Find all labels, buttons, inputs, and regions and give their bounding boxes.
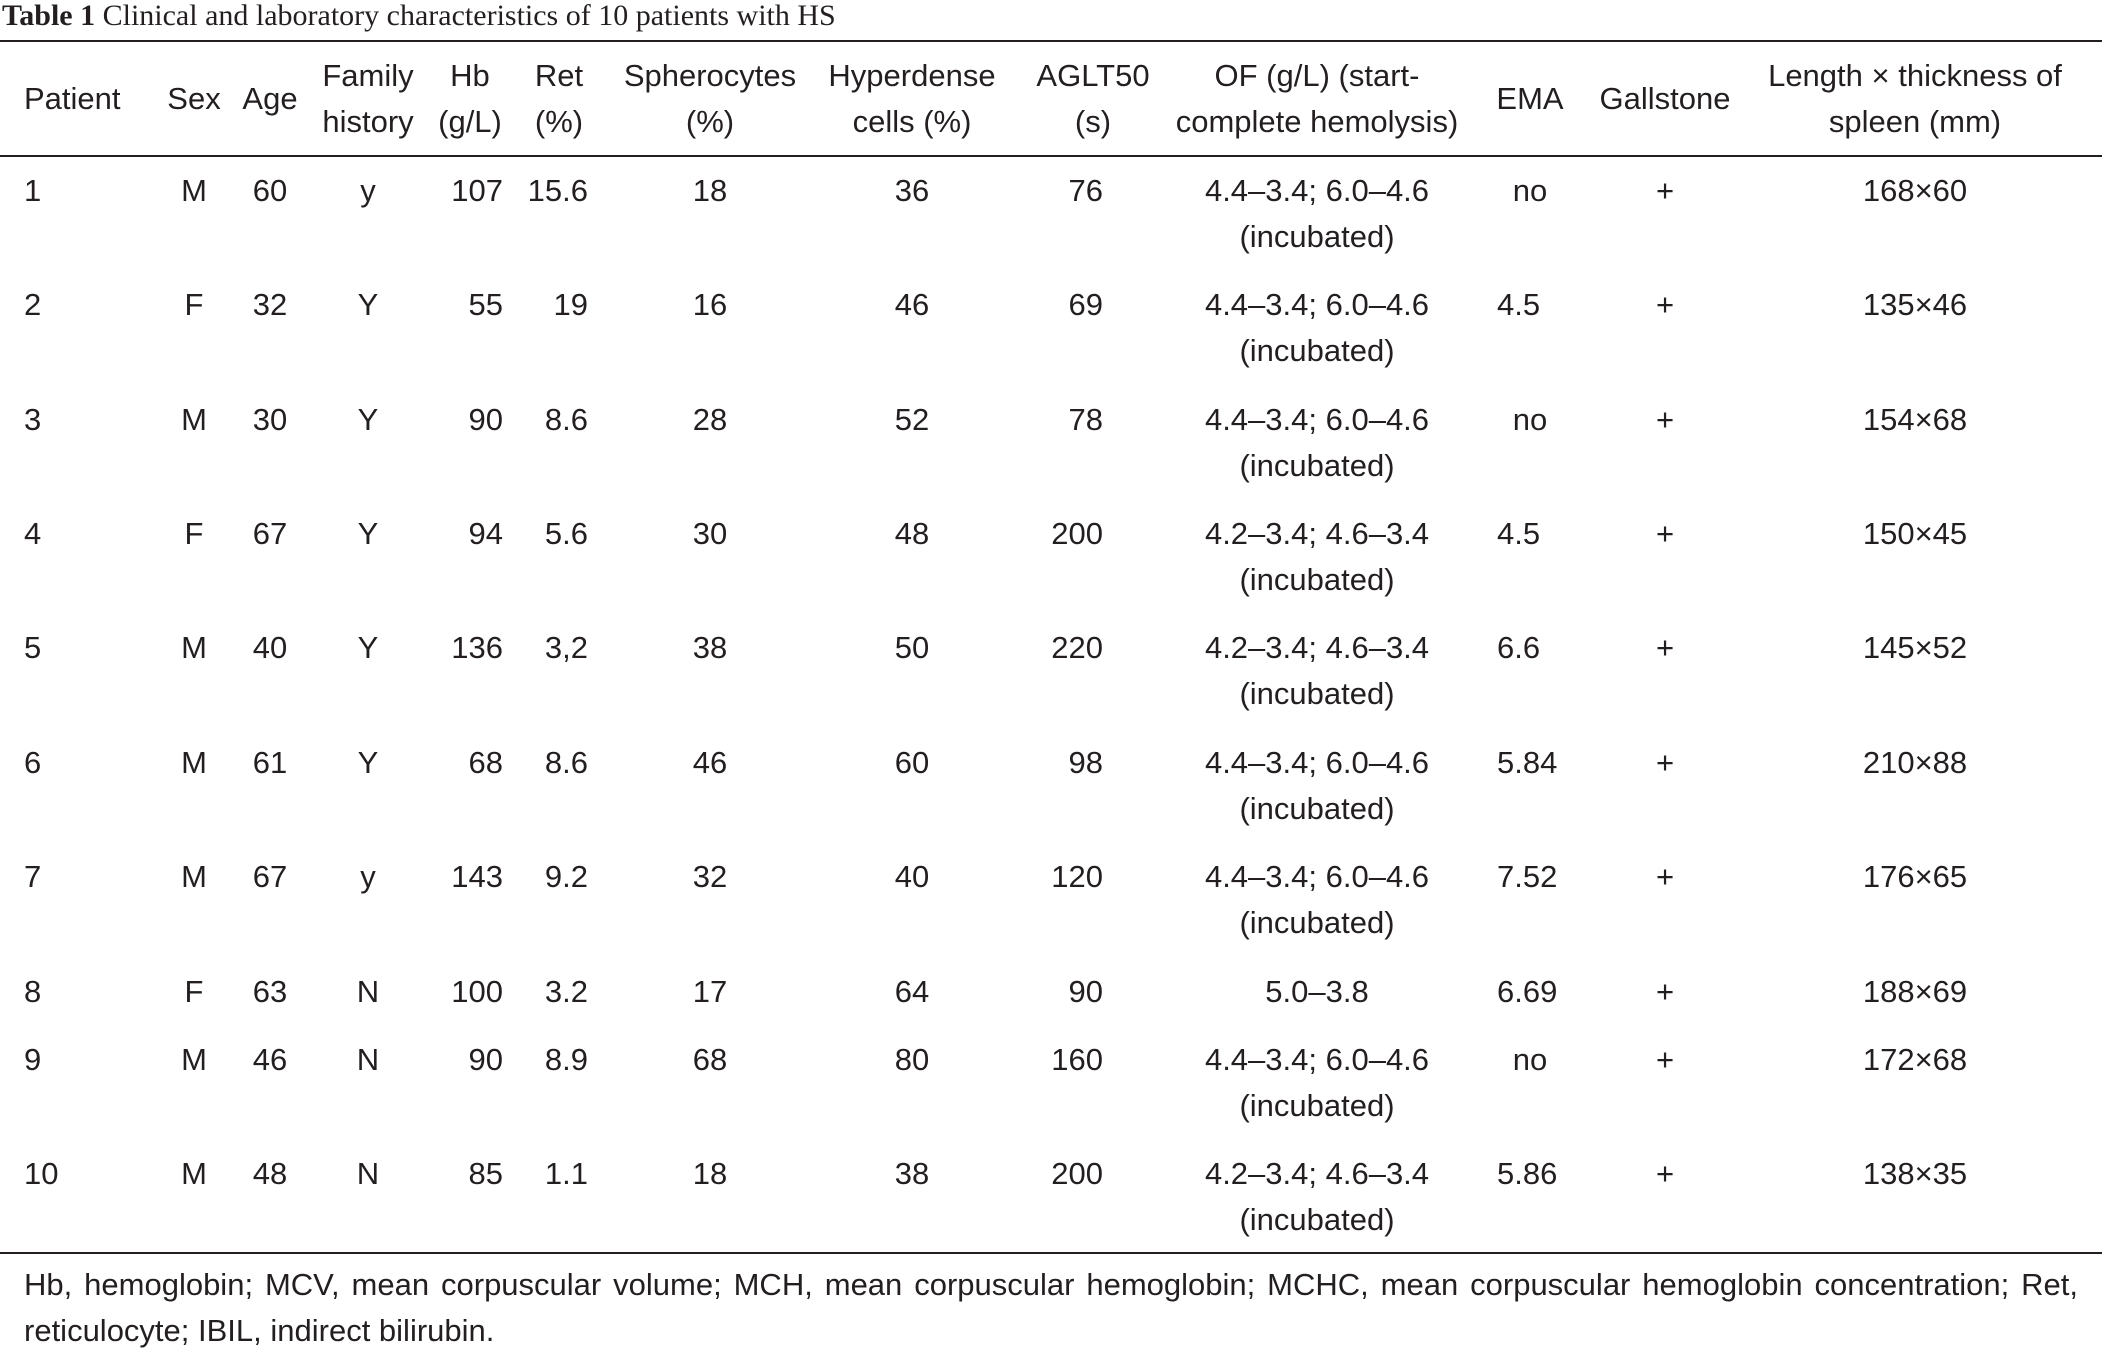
cell-aglt: 120 — [1051, 859, 1103, 894]
cell-age: 61 — [252, 745, 288, 780]
cell-hyp: 60 — [894, 745, 930, 780]
cell-ema: no — [1512, 402, 1548, 437]
cell-sex: F — [184, 287, 204, 322]
cell-hyp: 50 — [894, 630, 930, 665]
cell-of: 4.4–3.4; 6.0–4.6 — [1204, 402, 1430, 437]
cell-age: 48 — [252, 1156, 288, 1191]
cell-sex: M — [181, 1156, 207, 1191]
cell-hb: 100 — [451, 974, 503, 1009]
cell-patient: 6 — [24, 745, 42, 780]
header-of: OF (g/L) (start- — [1214, 58, 1420, 93]
cell-hyp: 46 — [894, 287, 930, 322]
cell-patient: 4 — [24, 516, 42, 551]
cell-gall: + — [1655, 630, 1675, 665]
cell-family: N — [356, 974, 380, 1009]
table-footnote: Hb, hemoglobin; MCV, mean corpuscular volume; MCH, mean corpuscular hemoglobin; MCHC, mean corpuscular hemoglobin concentration; Ret, reticulocyte; IBIL, indirect bilirubin. — [24, 1267, 2078, 1348]
cell-hyp: 48 — [894, 516, 930, 551]
header-sph: (%) — [685, 104, 735, 139]
cell-hb: 90 — [468, 402, 503, 437]
header-hb: Hb — [450, 58, 490, 93]
cell-hyp: 40 — [894, 859, 930, 894]
cell-aglt: 69 — [1068, 287, 1103, 322]
cell-sph: 46 — [692, 745, 728, 780]
cell-of: 4.2–3.4; 4.6–3.4 — [1204, 630, 1430, 665]
header-family: history — [322, 104, 414, 139]
cell-of: 4.4–3.4; 6.0–4.6 — [1204, 745, 1430, 780]
header-spleen: spleen (mm) — [1828, 104, 2002, 139]
cell-sph: 68 — [692, 1042, 728, 1077]
cell-ema: 5.86 — [1497, 1156, 1558, 1191]
cell-hb: 85 — [468, 1156, 503, 1191]
cell-sex: F — [184, 516, 204, 551]
cell-age: 63 — [252, 974, 288, 1009]
header-hyp: cells (%) — [852, 104, 972, 139]
cell-hb: 55 — [468, 287, 503, 322]
cell-aglt: 78 — [1068, 402, 1103, 437]
cell-age: 60 — [252, 173, 288, 208]
cell-patient: 1 — [24, 173, 42, 208]
cell-gall: + — [1655, 402, 1675, 437]
cell-of: (incubated) — [1239, 905, 1395, 940]
cell-aglt: 98 — [1068, 745, 1103, 780]
cell-family: N — [356, 1042, 380, 1077]
cell-ret: 8.9 — [544, 1042, 588, 1077]
header-of: complete hemolysis) — [1175, 104, 1459, 139]
cell-ret: 1.1 — [544, 1156, 588, 1191]
table-top-rule — [0, 40, 2102, 42]
cell-of: 4.2–3.4; 4.6–3.4 — [1204, 1156, 1430, 1191]
cell-patient: 3 — [24, 402, 42, 437]
header-ret: Ret — [534, 58, 584, 93]
cell-family: y — [360, 859, 376, 894]
cell-gall: + — [1655, 173, 1675, 208]
cell-sph: 32 — [692, 859, 728, 894]
cell-spleen: 168×60 — [1862, 173, 1968, 208]
cell-sex: M — [181, 745, 207, 780]
cell-age: 67 — [252, 516, 288, 551]
cell-ret: 5.6 — [544, 516, 588, 551]
cell-hb: 90 — [468, 1042, 503, 1077]
cell-ret: 3,2 — [544, 630, 588, 665]
cell-spleen: 154×68 — [1862, 402, 1968, 437]
cell-age: 40 — [252, 630, 288, 665]
cell-family: Y — [357, 745, 379, 780]
cell-of: (incubated) — [1239, 448, 1395, 483]
cell-of: (incubated) — [1239, 1088, 1395, 1123]
header-patient: Patient — [24, 81, 121, 116]
cell-hyp: 36 — [894, 173, 930, 208]
cell-ret: 8.6 — [544, 745, 588, 780]
header-ret: (%) — [534, 104, 584, 139]
cell-gall: + — [1655, 287, 1675, 322]
cell-aglt: 200 — [1051, 516, 1103, 551]
cell-sex: M — [181, 402, 207, 437]
cell-of: (incubated) — [1239, 562, 1395, 597]
table-label: Table 1 — [2, 0, 96, 32]
table-title: Clinical and laboratory characteristics of 10 patients with HS — [102, 0, 836, 32]
cell-of: (incubated) — [1239, 1202, 1395, 1237]
cell-family: Y — [357, 402, 379, 437]
cell-aglt: 90 — [1068, 974, 1103, 1009]
cell-spleen: 210×88 — [1862, 745, 1968, 780]
cell-sex: M — [181, 1042, 207, 1077]
cell-of: 5.0–3.8 — [1265, 974, 1369, 1009]
header-age: Age — [242, 81, 298, 116]
cell-ema: 6.6 — [1497, 630, 1541, 665]
cell-patient: 7 — [24, 859, 42, 894]
cell-gall: + — [1655, 859, 1675, 894]
cell-family: Y — [357, 516, 379, 551]
cell-spleen: 150×45 — [1862, 516, 1968, 551]
cell-spleen: 135×46 — [1862, 287, 1968, 322]
cell-of: (incubated) — [1239, 219, 1395, 254]
cell-sex: M — [181, 630, 207, 665]
cell-aglt: 160 — [1051, 1042, 1103, 1077]
header-family: Family — [322, 58, 414, 93]
cell-sph: 18 — [692, 173, 728, 208]
header-aglt: (s) — [1074, 104, 1112, 139]
cell-ret: 15.6 — [527, 173, 588, 208]
cell-family: N — [356, 1156, 380, 1191]
cell-aglt: 220 — [1051, 630, 1103, 665]
cell-sph: 28 — [692, 402, 728, 437]
cell-sph: 38 — [692, 630, 728, 665]
cell-gall: + — [1655, 516, 1675, 551]
cell-ema: no — [1512, 173, 1548, 208]
cell-patient: 10 — [24, 1156, 59, 1191]
cell-gall: + — [1655, 1156, 1675, 1191]
cell-ema: 4.5 — [1497, 516, 1541, 551]
header-aglt: AGLT50 — [1036, 58, 1150, 93]
cell-of: (incubated) — [1239, 791, 1395, 826]
header-sex: Sex — [167, 81, 221, 116]
cell-age: 67 — [252, 859, 288, 894]
cell-sph: 30 — [692, 516, 728, 551]
cell-patient: 9 — [24, 1042, 42, 1077]
cell-ret: 8.6 — [544, 402, 588, 437]
cell-sex: M — [181, 859, 207, 894]
cell-gall: + — [1655, 745, 1675, 780]
cell-ret: 19 — [553, 287, 588, 322]
cell-spleen: 172×68 — [1862, 1042, 1968, 1077]
header-bottom-rule — [0, 155, 2102, 157]
table-caption — [2, 0, 836, 32]
cell-hb: 136 — [451, 630, 503, 665]
cell-age: 46 — [252, 1042, 288, 1077]
cell-hyp: 64 — [894, 974, 930, 1009]
cell-ema: 7.52 — [1497, 859, 1558, 894]
cell-family: Y — [357, 287, 379, 322]
cell-patient: 2 — [24, 287, 42, 322]
header-hb: (g/L) — [438, 104, 502, 139]
cell-ret: 3.2 — [544, 974, 588, 1009]
header-hyp: Hyperdense — [828, 58, 996, 93]
cell-sph: 16 — [692, 287, 728, 322]
cell-age: 32 — [252, 287, 288, 322]
cell-of: 4.4–3.4; 6.0–4.6 — [1204, 173, 1430, 208]
cell-spleen: 138×35 — [1862, 1156, 1968, 1191]
cell-ema: 4.5 — [1497, 287, 1541, 322]
cell-sex: M — [181, 173, 207, 208]
header-ema: EMA — [1496, 81, 1564, 116]
cell-gall: + — [1655, 974, 1675, 1009]
cell-hb: 143 — [451, 859, 503, 894]
header-gall: Gallstone — [1599, 81, 1731, 116]
cell-ema: 6.69 — [1497, 974, 1558, 1009]
cell-hyp: 38 — [894, 1156, 930, 1191]
cell-of: 4.4–3.4; 6.0–4.6 — [1204, 287, 1430, 322]
cell-hyp: 52 — [894, 402, 930, 437]
cell-of: (incubated) — [1239, 333, 1395, 368]
cell-aglt: 200 — [1051, 1156, 1103, 1191]
cell-sex: F — [184, 974, 204, 1009]
cell-age: 30 — [252, 402, 288, 437]
cell-family: y — [360, 173, 376, 208]
header-sph: Spherocytes — [623, 58, 797, 93]
cell-spleen: 145×52 — [1862, 630, 1968, 665]
header-spleen: Length × thickness of — [1768, 58, 2062, 93]
cell-family: Y — [357, 630, 379, 665]
cell-ret: 9.2 — [544, 859, 588, 894]
cell-of: 4.2–3.4; 4.6–3.4 — [1204, 516, 1430, 551]
cell-of: (incubated) — [1239, 676, 1395, 711]
cell-ema: no — [1512, 1042, 1548, 1077]
cell-sph: 18 — [692, 1156, 728, 1191]
cell-sph: 17 — [692, 974, 728, 1009]
cell-gall: + — [1655, 1042, 1675, 1077]
cell-hb: 68 — [468, 745, 503, 780]
cell-patient: 8 — [24, 974, 42, 1009]
cell-of: 4.4–3.4; 6.0–4.6 — [1204, 859, 1430, 894]
cell-hb: 107 — [451, 173, 503, 208]
cell-ema: 5.84 — [1497, 745, 1558, 780]
cell-patient: 5 — [24, 630, 42, 665]
cell-hyp: 80 — [894, 1042, 930, 1077]
cell-aglt: 76 — [1068, 173, 1103, 208]
cell-spleen: 188×69 — [1862, 974, 1968, 1009]
table-bottom-rule — [0, 1252, 2102, 1254]
cell-spleen: 176×65 — [1862, 859, 1968, 894]
cell-hb: 94 — [468, 516, 503, 551]
cell-of: 4.4–3.4; 6.0–4.6 — [1204, 1042, 1430, 1077]
